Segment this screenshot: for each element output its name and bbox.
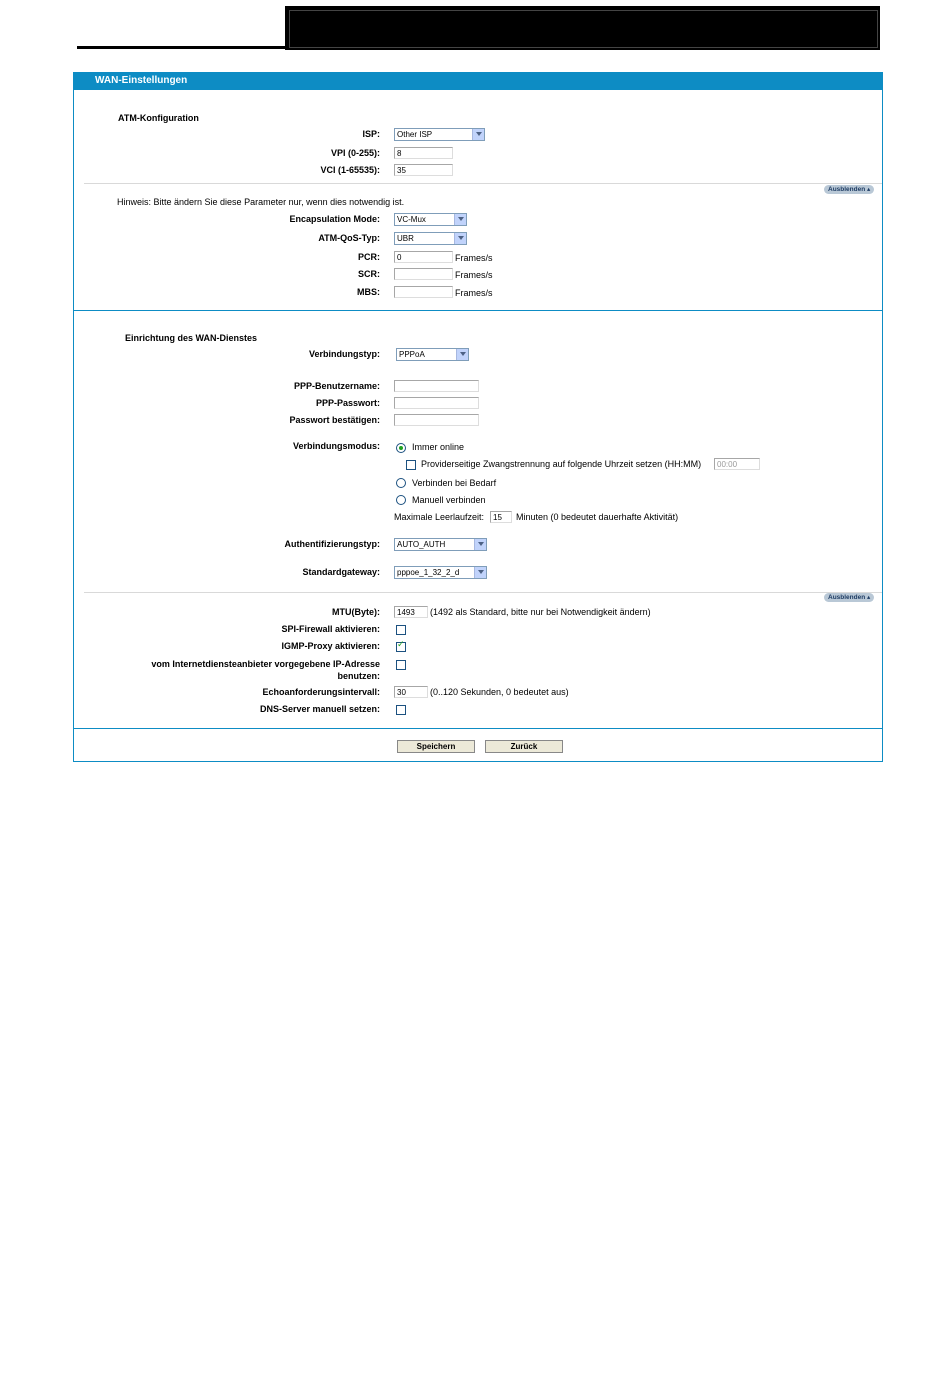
isp-ip-label-line2: benutzen: — [337, 671, 380, 681]
ppp-pass-input[interactable] — [394, 397, 479, 409]
isp-label: ISP: — [362, 129, 380, 139]
chevron-down-icon — [474, 539, 486, 550]
mode-always-radio[interactable] — [396, 443, 406, 453]
ppp-pass-label: PPP-Passwort: — [315, 398, 380, 408]
header-rule — [77, 46, 287, 49]
mbs-unit: Frames/s — [455, 288, 493, 298]
spi-label: SPI-Firewall aktivieren: — [281, 624, 380, 634]
auth-type-select[interactable] — [394, 538, 487, 551]
igmp-checkbox[interactable] — [396, 642, 406, 652]
pcr-label: PCR: — [358, 252, 380, 262]
echo-label: Echoanforderungsintervall: — [262, 687, 380, 697]
spi-checkbox[interactable] — [396, 625, 406, 635]
isp-select[interactable] — [394, 128, 485, 141]
auth-type-select-value: AUTO_AUTH — [397, 540, 446, 549]
wan-heading: Einrichtung des WAN-Dienstes — [125, 333, 258, 343]
vci-label: VCI (1-65535): — [320, 165, 380, 175]
isp-ip-checkbox[interactable] — [396, 660, 406, 670]
qos-label: ATM-QoS-Typ: — [318, 233, 380, 243]
vci-input[interactable] — [394, 164, 453, 176]
ppp-user-label: PPP-Benutzername: — [293, 381, 380, 391]
idle-time-unit: Minuten (0 bedeutet dauerhafte Aktivität) — [516, 512, 679, 522]
vpi-label: VPI (0-255): — [330, 148, 380, 158]
echo-input[interactable] — [394, 686, 428, 698]
mode-manual-radio[interactable] — [396, 495, 406, 505]
hide-wan-advanced-button[interactable]: Ausblenden ▴ — [824, 593, 874, 602]
save-button[interactable]: Speichern — [397, 740, 475, 753]
ppp-confirm-input[interactable] — [394, 414, 479, 426]
scr-unit: Frames/s — [455, 270, 493, 280]
atm-hint: Hinweis: Bitte ändern Sie diese Parameter nur, wenn dies notwendig ist. — [117, 197, 405, 207]
vpi-input[interactable] — [394, 147, 453, 159]
hide-wan-label: Ausblenden — [828, 594, 866, 601]
chevron-down-icon — [472, 129, 484, 140]
gateway-select-value: pppoe_1_32_2_d — [397, 568, 460, 577]
conn-type-select[interactable] — [396, 348, 469, 361]
pcr-input[interactable] — [394, 251, 453, 263]
chevron-down-icon — [454, 233, 466, 244]
auth-type-label: Authentifizierungstyp: — [284, 539, 380, 549]
chevron-down-icon — [456, 349, 468, 360]
mode-demand-label: Verbinden bei Bedarf — [412, 478, 497, 488]
encap-select[interactable] — [394, 213, 467, 226]
mode-demand-radio[interactable] — [396, 478, 406, 488]
gateway-label: Standardgateway: — [302, 567, 380, 577]
conn-type-select-value: PPPoA — [399, 350, 425, 359]
hide-atm-advanced-button[interactable]: Ausblenden ▴ — [824, 185, 874, 194]
conn-type-label: Verbindungstyp: — [308, 349, 380, 359]
hide-atm-label: Ausblenden — [828, 186, 866, 193]
ppp-confirm-label: Passwort bestätigen: — [289, 415, 380, 425]
atm-heading: ATM-Konfiguration — [118, 113, 199, 123]
chevron-down-icon — [474, 567, 486, 578]
panel-title-bar — [74, 73, 882, 89]
idle-time-input[interactable] — [490, 511, 512, 523]
isp-ip-label-line1: vom Internetdiensteanbieter vorgegebene IP-Adresse — [151, 659, 380, 669]
wan-divider — [84, 592, 882, 593]
gateway-select[interactable] — [394, 566, 487, 579]
forced-disconnect-time-input[interactable] — [714, 458, 760, 470]
atm-section-divider — [74, 310, 882, 311]
igmp-label: IGMP-Proxy aktivieren: — [281, 641, 380, 651]
ppp-user-input[interactable] — [394, 380, 479, 392]
dns-checkbox[interactable] — [396, 705, 406, 715]
dns-label: DNS-Server manuell setzen: — [259, 704, 380, 714]
mtu-label: MTU(Byte): — [332, 607, 380, 617]
mtu-input[interactable] — [394, 606, 428, 618]
echo-hint: (0..120 Sekunden, 0 bedeutet aus) — [430, 687, 569, 697]
wan-settings-panel — [73, 72, 883, 762]
buttons-divider — [74, 728, 882, 729]
title-divider — [74, 89, 882, 90]
header-bar-frame — [289, 10, 878, 48]
mode-manual-label: Manuell verbinden — [412, 495, 486, 505]
scr-label: SCR: — [358, 269, 380, 279]
qos-select-value: UBR — [397, 234, 414, 243]
mtu-hint: (1492 als Standard, bitte nur bei Notwendigkeit ändern) — [430, 607, 651, 617]
scr-input[interactable] — [394, 268, 453, 280]
mbs-input[interactable] — [394, 286, 453, 298]
atm-divider — [84, 183, 882, 184]
back-button[interactable]: Zurück — [485, 740, 563, 753]
forced-disconnect-checkbox[interactable] — [406, 460, 416, 470]
isp-select-value: Other ISP — [397, 130, 433, 139]
forced-disconnect-label: Providerseitige Zwangstrennung auf folgende Uhrzeit setzen (HH:MM) — [421, 459, 702, 469]
conn-mode-label: Verbindungsmodus: — [292, 441, 380, 451]
idle-time-label: Maximale Leerlaufzeit: — [394, 512, 485, 522]
panel-title: WAN-Einstellungen — [95, 75, 188, 86]
encap-select-value: VC-Mux — [397, 215, 426, 224]
pcr-unit: Frames/s — [455, 253, 493, 263]
mbs-label: MBS: — [357, 287, 380, 297]
qos-select[interactable] — [394, 232, 467, 245]
chevron-down-icon — [454, 214, 466, 225]
mode-always-label: Immer online — [412, 442, 465, 452]
encap-label: Encapsulation Mode: — [289, 214, 380, 224]
